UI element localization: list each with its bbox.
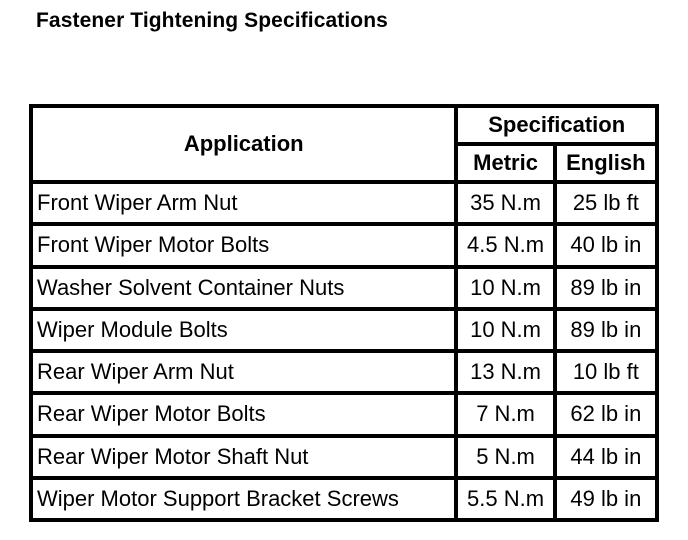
metric-cell: 5.5 N.m — [456, 478, 554, 520]
english-cell: 89 lb in — [555, 309, 657, 351]
table-row — [31, 436, 657, 478]
metric-column-header: Metric — [456, 144, 554, 182]
english-cell: 10 lb ft — [555, 351, 657, 393]
metric-cell: 7 N.m — [456, 393, 554, 435]
english-cell: 62 lb in — [555, 393, 657, 435]
metric-cell: 10 N.m — [456, 267, 554, 309]
application-cell: Wiper Module Bolts — [31, 309, 456, 351]
application-cell: Rear Wiper Motor Shaft Nut — [31, 436, 456, 478]
table-row — [31, 393, 657, 435]
metric-cell: 13 N.m — [456, 351, 554, 393]
table-row — [31, 182, 657, 224]
metric-cell: 4.5 N.m — [456, 224, 554, 266]
table-header-row — [31, 106, 657, 144]
table-row — [31, 267, 657, 309]
metric-cell: 35 N.m — [456, 182, 554, 224]
application-cell: Wiper Motor Support Bracket Screws — [31, 478, 456, 520]
application-cell: Washer Solvent Container Nuts — [31, 267, 456, 309]
table-row — [31, 351, 657, 393]
metric-cell: 5 N.m — [456, 436, 554, 478]
application-cell: Rear Wiper Motor Bolts — [31, 393, 456, 435]
english-cell: 44 lb in — [555, 436, 657, 478]
application-cell: Front Wiper Motor Bolts — [31, 224, 456, 266]
application-cell: Rear Wiper Arm Nut — [31, 351, 456, 393]
page-title: Fastener Tightening Specifications — [36, 9, 388, 32]
english-cell: 89 lb in — [555, 267, 657, 309]
english-cell: 40 lb in — [555, 224, 657, 266]
application-column-header: Application — [31, 106, 456, 182]
fastener-spec-table — [29, 104, 659, 522]
english-column-header: English — [555, 144, 657, 182]
english-cell: 25 lb ft — [555, 182, 657, 224]
table-row — [31, 478, 657, 520]
table-row — [31, 309, 657, 351]
specification-column-header: Specification — [456, 106, 657, 144]
application-cell: Front Wiper Arm Nut — [31, 182, 456, 224]
table-row — [31, 224, 657, 266]
english-cell: 49 lb in — [555, 478, 657, 520]
metric-cell: 10 N.m — [456, 309, 554, 351]
